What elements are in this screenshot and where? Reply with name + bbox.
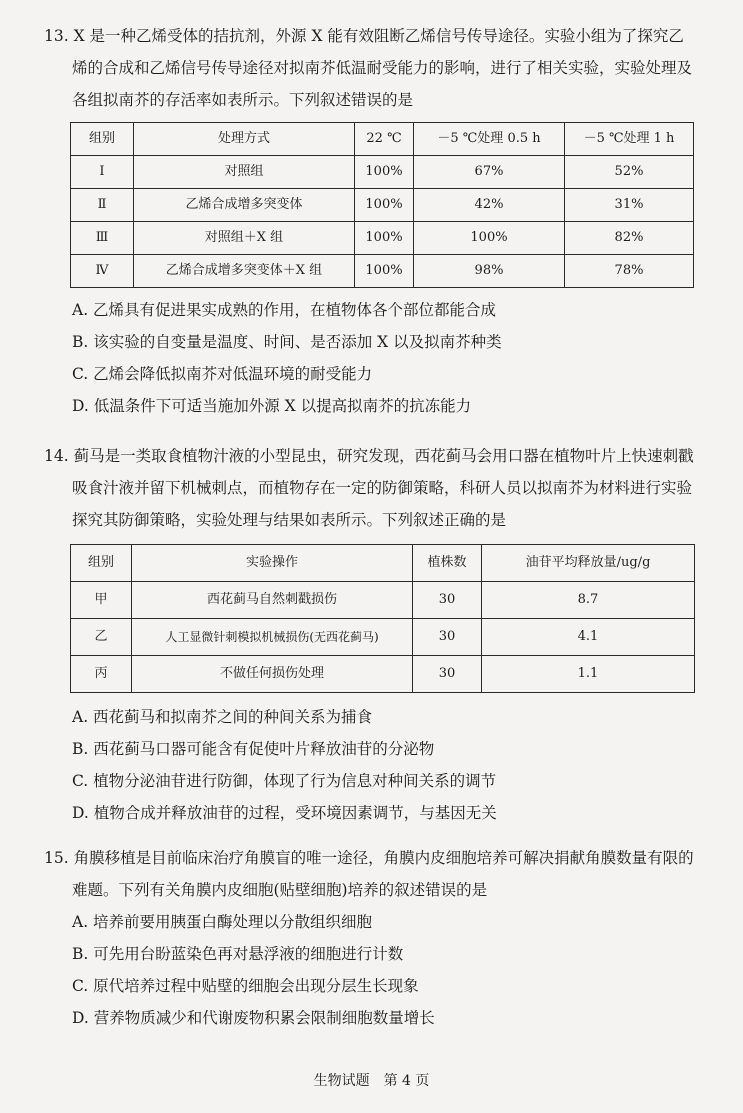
table-header-row <box>71 123 694 156</box>
option-b: B. 该实验的自变量是温度、时间、是否添加 X 以及拟南芥种类 <box>72 333 502 351</box>
table-cell: 100% <box>355 255 414 288</box>
table-row <box>71 189 694 222</box>
question-13 <box>44 20 696 422</box>
option-d: D. 植物合成并释放油苷的过程，受环境因素调节，与基因无关 <box>72 804 497 822</box>
table-row <box>71 582 695 619</box>
table-cell: 98% <box>414 255 565 288</box>
table-cell: 100% <box>355 189 414 222</box>
table-cell: 乙烯合成增多突变体＋X 组 <box>134 255 355 288</box>
table-header: 处理方式 <box>134 123 355 156</box>
option-a: A. 培养前要用胰蛋白酶处理以分散组织细胞 <box>72 913 373 931</box>
option-c: C. 乙烯会降低拟南芥对低温环境的耐受能力 <box>72 365 373 383</box>
table-header: 植株数 <box>413 545 482 582</box>
question-15 <box>44 842 696 1034</box>
table-cell: Ⅰ <box>71 156 134 189</box>
table-cell: 100% <box>414 222 565 255</box>
table-cell: 30 <box>413 582 482 619</box>
table-cell: 82% <box>565 222 694 255</box>
table-row <box>71 222 694 255</box>
question-14-table <box>70 544 695 693</box>
table-cell: 8.7 <box>482 582 695 619</box>
table-header-row <box>71 545 695 582</box>
table-header: 油苷平均释放量/ug/g <box>482 545 695 582</box>
table-cell: 甲 <box>71 582 132 619</box>
option-d: D. 低温条件下可适当施加外源 X 以提高拟南芥的抗冻能力 <box>72 397 472 415</box>
table-cell: 西花蓟马自然刺戳损伤 <box>132 582 413 619</box>
table-cell: 对照组 <box>134 156 355 189</box>
table-cell: 对照组＋X 组 <box>134 222 355 255</box>
option-c: C. 原代培养过程中贴壁的细胞会出现分层生长现象 <box>72 977 419 995</box>
question-15-stem: 15. 角膜移植是目前临床治疗角膜盲的唯一途径，角膜内皮细胞培养可解决捐献角膜数量有限的难题。下列有关角膜内皮细胞(贴壁细胞)培养的叙述错误的是 <box>44 849 694 899</box>
table-cell: 丙 <box>71 656 132 693</box>
table-cell: 52% <box>565 156 694 189</box>
table-cell: 乙 <box>71 619 132 656</box>
option-d: D. 营养物质减少和代谢废物积累会限制细胞数量增长 <box>72 1009 435 1027</box>
table-cell: 100% <box>355 156 414 189</box>
table-header: 22 ℃ <box>355 123 414 156</box>
table-header: －5 ℃处理 0.5 h <box>414 123 565 156</box>
table-row <box>71 619 695 656</box>
question-14-stem: 14. 蓟马是一类取食植物汁液的小型昆虫，研究发现，西花蓟马会用口器在植物叶片上快速刺戳吸食汁液并留下机械刺点，而植物存在一定的防御策略，科研人员以拟南芥为材料进行实验探究其防御策略，实验处理与结果如表所示。下列叙述正确的是 <box>44 447 694 529</box>
option-b: B. 西花蓟马口器可能含有促使叶片释放油苷的分泌物 <box>72 740 435 758</box>
table-cell: 4.1 <box>482 619 695 656</box>
table-cell: 31% <box>565 189 694 222</box>
table-cell: Ⅳ <box>71 255 134 288</box>
question-13-table <box>70 122 694 288</box>
table-header: 实验操作 <box>132 545 413 582</box>
table-cell: 30 <box>413 619 482 656</box>
table-cell: 1.1 <box>482 656 695 693</box>
option-a: A. 乙烯具有促进果实成熟的作用，在植物体各个部位都能合成 <box>72 301 497 319</box>
table-cell: 乙烯合成增多突变体 <box>134 189 355 222</box>
table-cell: 30 <box>413 656 482 693</box>
table-cell: 67% <box>414 156 565 189</box>
table-cell: 78% <box>565 255 694 288</box>
table-cell: 42% <box>414 189 565 222</box>
table-header: 组别 <box>71 545 132 582</box>
table-cell: Ⅲ <box>71 222 134 255</box>
option-b: B. 可先用台盼蓝染色再对悬浮液的细胞进行计数 <box>72 945 404 963</box>
question-14 <box>44 440 696 829</box>
table-row <box>71 255 694 288</box>
option-c: C. 植物分泌油苷进行防御，体现了行为信息对种间关系的调节 <box>72 772 497 790</box>
table-header: －5 ℃处理 1 h <box>565 123 694 156</box>
table-row <box>71 656 695 693</box>
table-row <box>71 156 694 189</box>
page-footer: 生物试题 第 4 页 <box>313 1073 430 1089</box>
table-header: 组别 <box>71 123 134 156</box>
option-a: A. 西花蓟马和拟南芥之间的种间关系为捕食 <box>72 708 373 726</box>
table-cell: 100% <box>355 222 414 255</box>
table-cell: 不做任何损伤处理 <box>132 656 413 693</box>
question-13-stem: 13. X 是一种乙烯受体的拮抗剂，外源 X 能有效阻断乙烯信号传导途径。实验小组为了探究乙烯的合成和乙烯信号传导途径对拟南芥低温耐受能力的影响，进行了相关实验，实验处理及各组拟南芥的存活率如表所示。下列叙述错误的是 <box>44 27 693 109</box>
table-cell: Ⅱ <box>71 189 134 222</box>
table-cell: 人工显微针刺模拟机械损伤(无西花蓟马) <box>132 619 413 656</box>
